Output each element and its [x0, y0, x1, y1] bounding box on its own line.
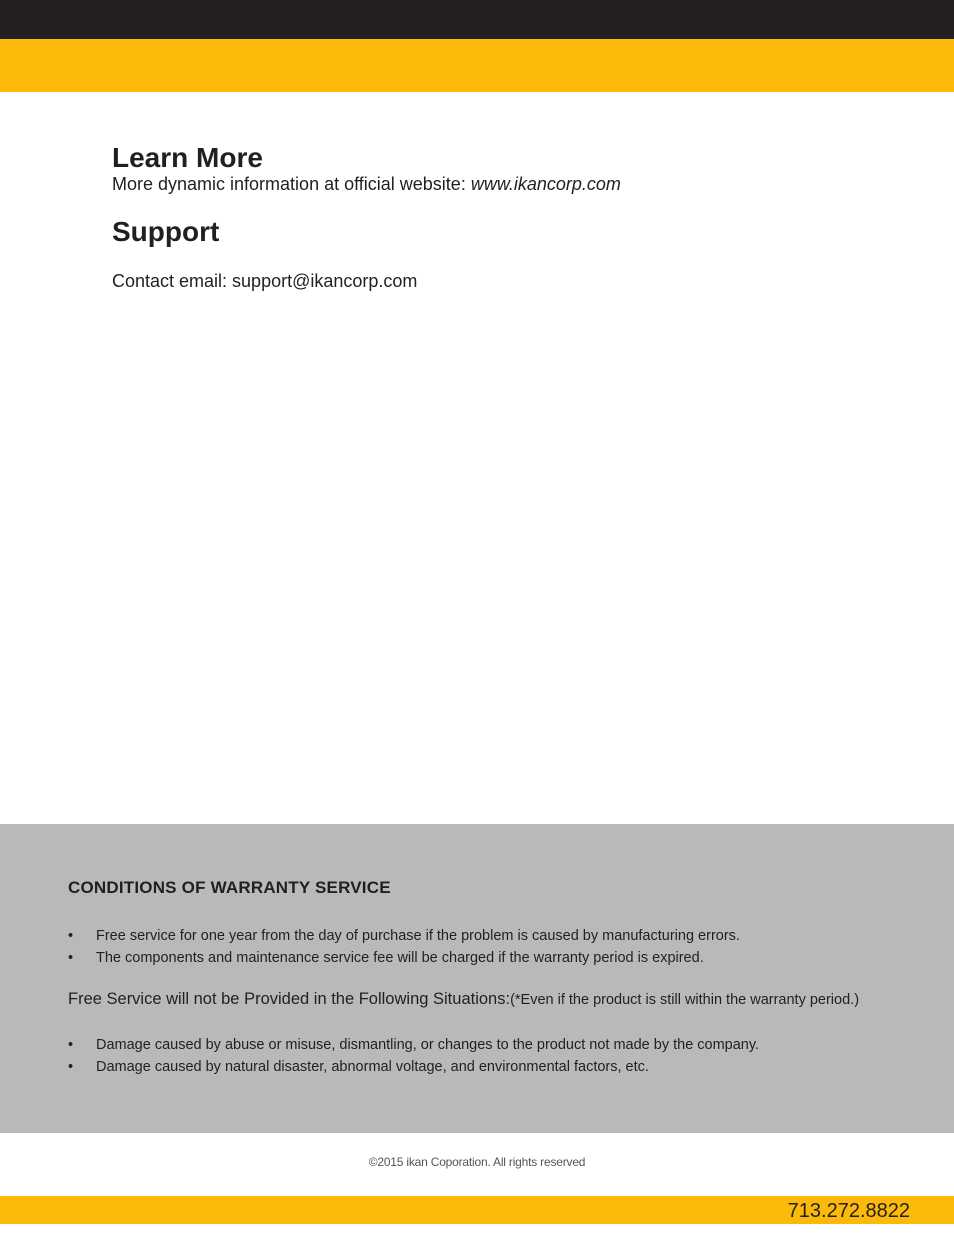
list-item-text: Damage caused by natural disaster, abnormal voltage, and environmental factors, etc.	[96, 1059, 649, 1075]
bullet-icon: •	[68, 928, 74, 944]
list-item	[68, 1034, 928, 1056]
warranty-conditions-list	[68, 925, 928, 969]
support-contact-email[interactable]: Contact email: support@ikancorp.com	[112, 271, 418, 291]
warranty-exclusions-list	[68, 1034, 928, 1078]
exclusions-heading	[68, 988, 859, 1011]
top-header-bar	[0, 0, 954, 39]
bullet-icon: •	[68, 1059, 74, 1075]
learn-more-prefix: More dynamic information at official website:	[112, 174, 471, 194]
list-item	[68, 925, 928, 947]
list-item	[68, 947, 928, 969]
exclusions-note: (*Even if the product is still within the warranty period.)	[510, 992, 860, 1008]
learn-more-text	[112, 173, 621, 195]
bullet-icon: •	[68, 1037, 74, 1053]
list-item-text: Free service for one year from the day of purchase if the problem is caused by manufacturing errors.	[96, 928, 740, 944]
bottom-accent-bar	[0, 1196, 954, 1224]
website-link[interactable]: www.ikancorp.com	[470, 174, 621, 194]
support-heading: Support	[112, 216, 220, 247]
warranty-title: CONDITIONS OF WARRANTY SERVICE	[68, 878, 391, 897]
bullet-icon: •	[68, 950, 74, 966]
phone-number: 713.272.8822	[787, 1200, 910, 1222]
copyright-text: ©2015 ikan Coporation. All rights reserved	[368, 1155, 586, 1169]
list-item	[68, 1056, 928, 1078]
top-accent-bar	[0, 39, 954, 92]
learn-more-heading: Learn More	[112, 142, 263, 173]
exclusions-heading-text: Free Service will not be Provided in the Following Situations:	[68, 990, 511, 1008]
warranty-panel	[0, 824, 954, 1133]
list-item-text: The components and maintenance service fee will be charged if the warranty period is expired.	[96, 950, 704, 966]
list-item-text: Damage caused by abuse or misuse, dismantling, or changes to the product not made by the company.	[96, 1037, 760, 1053]
